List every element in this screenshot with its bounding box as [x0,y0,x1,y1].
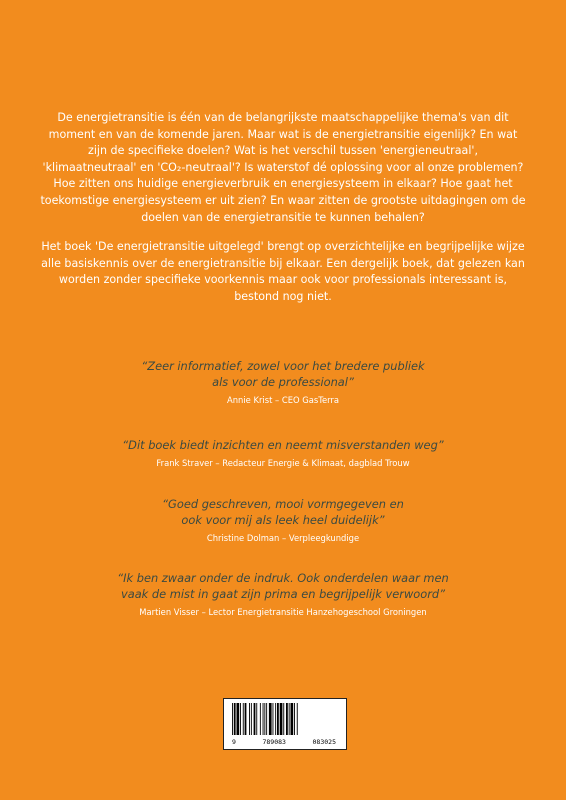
barcode-bar [240,703,241,735]
quote-4 [30,570,536,618]
barcode-group-1: 789083 [262,738,286,746]
barcode-bar [232,703,233,735]
barcode-bar [291,703,294,735]
quote-author: Christine Dolman – Verpleegkundige [206,533,360,543]
quote-author: Annie Krist – CEO GasTerra [226,395,339,405]
blurb-paragraph-2: Het boek 'De energietransitie uitgelegd' brengt op overzichtelijke en begrijpelijke wijze alle basiskennis over de energietransitie bij elkaar. Een dergelijk boek, dat gelezen kan worden zonder specifieke voorkennis maar ook voor professionals interessant is, bestond nog niet. [41,240,525,303]
barcode-bar [263,703,264,735]
barcode-bar [245,703,247,735]
barcode-bar [254,703,256,735]
quote-text: “Zeer informatief, zowel voor het bredere publiek als voor de professional” [141,359,425,389]
quote-text: “Dit boek biedt inzichten en neemt misverstanden weg” [122,438,444,452]
barcode-bar [264,703,265,735]
barcode-bar [294,703,295,735]
barcode-bar [237,703,240,735]
blurb [40,110,526,306]
barcode-bar [260,703,261,735]
barcode-group-2: 083025 [312,738,336,746]
barcode-bar [273,703,274,735]
barcode-bar [266,703,267,735]
barcode-bar [297,703,298,735]
blurb-paragraph-1: De energietransitie is één van de belangrijkste maatschappelijke thema's van dit moment en van de komende jaren. Maar wat is de energietransitie eigenlijk? En wat zijn de specifieke doelen? Wat is het verschil tussen 'energieneutraal', 'klimaatneutraal' en 'CO₂-neutraal'? Is waterstof dé oplossing voor al onze problemen? Hoe zitten ons huidige energieverbruik en energiesysteem in elkaar? Hoe gaat het toekomstige energiesysteem er uit zien? En waar zitten de grootste uitdagingen om de doelen van de energietransitie te kunnen behalen? [40,111,526,224]
quote-text: “Goed geschreven, mooi vormgegeven en ook voor mij als leek heel duidelijk” [162,497,404,527]
barcode-bar [251,703,252,735]
barcode-bar [277,703,279,735]
quote-1 [30,358,536,406]
barcode-bar [275,703,276,735]
quote-3 [30,496,536,544]
quote-author: Frank Straver – Redacteur Energie & Klimaat, dagblad Trouw [156,458,410,468]
quote-text: “Ik ben zwaar onder de indruk. Ook onderdelen waar men vaak de mist in gaat zijn prima en begrijpelijk verwoord” [117,571,449,601]
quote-2 [30,437,536,469]
barcode-number [224,738,346,746]
barcode-bar [256,703,257,735]
barcode-bar [286,703,288,735]
barcode-bar [280,703,283,735]
barcode-bar [283,703,284,735]
quote-author: Martien Visser – Lector Energietransitie Hanzehogeschool Groningen [139,607,427,617]
isbn-barcode [223,698,347,750]
barcode-bar [243,703,244,735]
barcode-bar [249,703,250,735]
barcode-bar [234,703,236,735]
barcode-bar [289,703,290,735]
barcode-bar [269,703,272,735]
barcode-first-digit: 9 [232,738,236,746]
barcode-bars [224,699,346,739]
